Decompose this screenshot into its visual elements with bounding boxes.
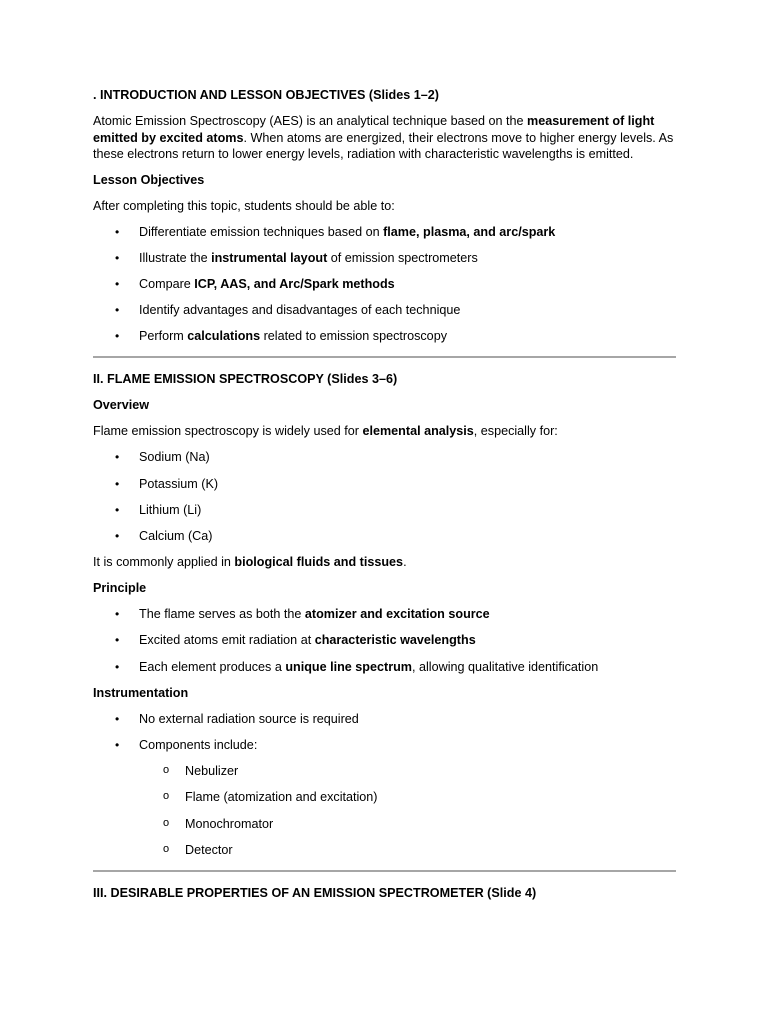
section-heading-introduction: . INTRODUCTION AND LESSON OBJECTIVES (Slides 1–2)	[93, 88, 439, 102]
section-heading-flame-emission: II. FLAME EMISSION SPECTROSCOPY (Slides 3–6)	[93, 372, 398, 387]
list-item: o Monochromator	[93, 815, 676, 833]
components-list	[93, 762, 676, 859]
list-item: • Identify advantages and disadvantages of each technique	[93, 301, 676, 319]
list-item: o Nebulizer	[93, 762, 676, 780]
overview-paragraph: Flame emission spectroscopy is widely used for elemental analysis, especially for:	[93, 424, 558, 439]
objectives-list	[93, 223, 676, 346]
overview-heading: Overview	[93, 398, 150, 413]
instrumentation-heading: Instrumentation	[93, 685, 189, 700]
list-item: • Excited atoms emit radiation at characteristic wavelengths	[93, 631, 676, 649]
list-item: • Differentiate emission techniques based on flame, plasma, and arc/spark	[93, 223, 676, 241]
principle-list	[93, 605, 676, 675]
document-page	[93, 86, 676, 902]
list-item: o Detector	[93, 841, 676, 859]
list-item: • Each element produces a unique line spectrum, allowing qualitative identification	[93, 658, 676, 676]
list-item: o Flame (atomization and excitation)	[93, 788, 676, 806]
list-item: • Components include:	[93, 736, 676, 754]
intro-paragraph: Atomic Emission Spectroscopy (AES) is an analytical technique based on the measurement of light emitted by excited atoms. When atoms are energized, their electrons move to higher energy levels. As these electrons return to lower energy levels, radiation with characteristic wavelengths is emitted.	[93, 114, 674, 161]
section-heading-desirable-properties: III. DESIRABLE PROPERTIES OF AN EMISSION SPECTROMETER (Slide 4)	[93, 886, 537, 901]
lesson-objectives-heading: Lesson Objectives	[93, 172, 205, 187]
applied-paragraph: It is commonly applied in biological fluids and tissues.	[93, 555, 407, 570]
principle-heading: Principle	[93, 581, 147, 596]
instrumentation-list	[93, 710, 676, 754]
list-item: • Compare ICP, AAS, and Arc/Spark methods	[93, 275, 676, 293]
list-item: • Calcium (Ca)	[93, 527, 676, 545]
list-item: • Illustrate the instrumental layout of emission spectrometers	[93, 249, 676, 267]
list-item: • Lithium (Li)	[93, 501, 676, 519]
objectives-lead: After completing this topic, students should be able to:	[93, 198, 395, 213]
list-item: • Potassium (K)	[93, 475, 676, 493]
list-item: • The flame serves as both the atomizer and excitation source	[93, 605, 676, 623]
elements-list	[93, 448, 676, 545]
list-item: • No external radiation source is required	[93, 710, 676, 728]
list-item: • Sodium (Na)	[93, 448, 676, 466]
list-item: • Perform calculations related to emission spectroscopy	[93, 327, 676, 345]
